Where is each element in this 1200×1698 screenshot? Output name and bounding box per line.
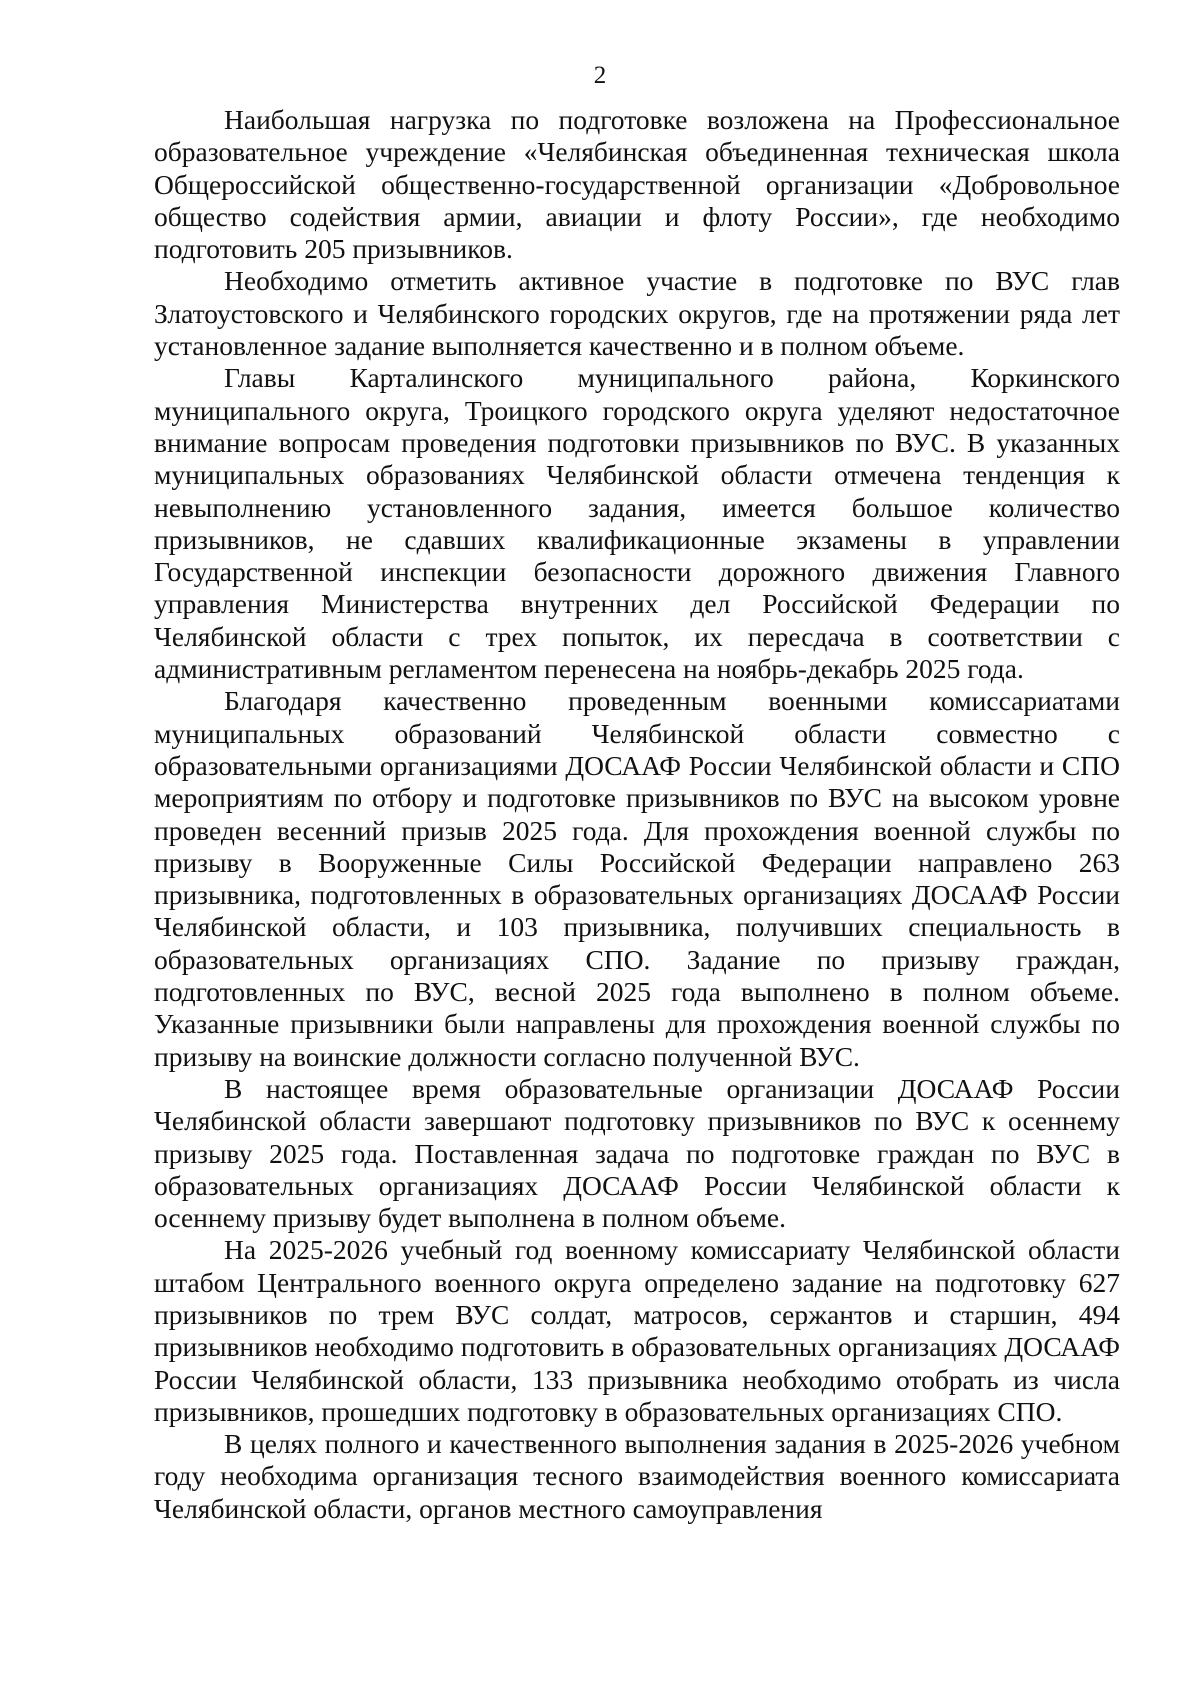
paragraph-academic-year-task: На 2025-2026 учебный год военному комиссариату Челябинской области штабом Центрального военного округа определено задание на подготовку 627 призывников по трем ВУС солдат, матросов, сержантов и старшин, 494 призывников необходимо подготовить в образовательных организациях ДОСААФ России Челябинской области, 133 призывника необходимо отобрать из числа призывников, прошедших подготовку в образовательных организациях СПО. [154,1234,1120,1427]
paragraph-autumn-draft: В настоящее время образовательные организации ДОСААФ России Челябинской области завершают подготовку призывников по ВУС к осеннему призыву 2025 года. Поставленная задача по подготовке граждан по ВУС в образовательных организациях ДОСААФ России Челябинской области к осеннему призыву будет выполнена в полном объеме. [154,1072,1120,1234]
paragraph-training-load: Наибольшая нагрузка по подготовке возложена на Профессиональное образовательное учреждение «Челябинская объединенная техническая школа Общероссийской общественно-государственной организации «Добровольное общество содействия армии, авиации и флоту России», где необходимо подготовить 205 призывников. [154,104,1120,265]
paragraph-active-participation: Необходимо отметить активное участие в подготовке по ВУС глав Златоустовского и Челябинского городских округов, где на протяжении ряда лет установленное задание выполняется качественно и в полном объеме. [154,265,1120,362]
paragraph-spring-draft: Благодаря качественно проведенным военными комиссариатами муниципальных образований Челябинской области совместно с образовательными организациями ДОСААФ России Челябинской области и СПО мероприятиям по отбору и подготовке призывников по ВУС на высоком уровне проведен весенний призыв 2025 года. Для прохождения военной службы по призыву в Вооруженные Силы Российской Федерации направлено 263 призывника, подготовленных в образовательных организациях ДОСААФ России Челябинской области, и 103 призывника, получивших специальность в образовательных организациях СПО. Задание по призыву граждан, подготовленных по ВУС, весной 2025 года выполнено в полном объеме. Указанные призывники были направлены для прохождения военной службы по призыву на воинские должности согласно полученной ВУС. [154,685,1120,1072]
page-number: 2 [593,62,607,89]
paragraph-insufficient-attention: Главы Карталинского муниципального района, Коркинского муниципального округа, Троицкого городского округа уделяют недостаточное внимание вопросам проведения подготовки призывников по ВУС. В указанных муниципальных образованиях Челябинской области отмечена тенденция к невыполнению установленного задания, имеется большое количество призывников, не сдавших квалификационные экзамены в управлении Государственной инспекции безопасности дорожного движения Главного управления Министерства внутренних дел Российской Федерации по Челябинской области с трех попыток, их пересдача в соответствии с административным регламентом перенесена на ноябрь-декабрь 2025 года. [154,362,1120,685]
paragraph-cooperation: В целях полного и качественного выполнения задания в 2025-2026 учебном году необходима организация тесного взаимодействия военного комиссариата Челябинской области, органов местного самоуправления [154,1428,1120,1524]
document-body [154,104,1120,1525]
